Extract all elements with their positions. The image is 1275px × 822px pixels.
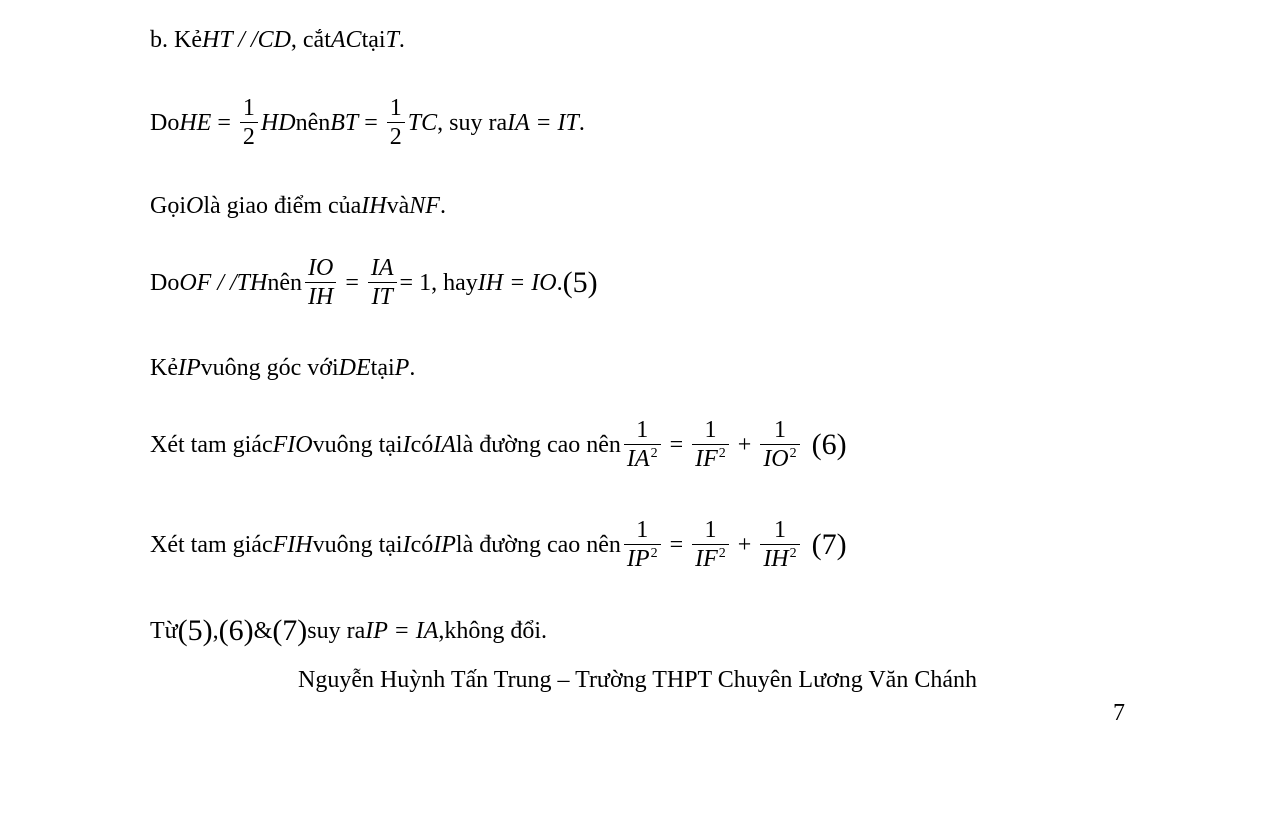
line-equation-5: Do OF / /TH nên $\frac{IO}{IH}$ = $\frac{IA}{IT}$ = 1 , hay IH = IO . (5) [150,255,598,310]
denominator: IT [371,284,393,310]
math: HT / /CD [201,27,291,53]
text: , hay [431,269,478,296]
equation-tag: (6) [811,427,847,461]
equation-tag: (7) [811,527,847,561]
numerator: 1 [773,417,786,443]
text: Do [150,109,180,136]
fraction [760,518,799,571]
text: có [410,431,434,458]
fraction [368,256,397,309]
line-b-statement [150,28,405,52]
math: FIH [272,531,313,558]
fraction [387,96,405,149]
text: và [386,193,410,219]
numerator: IO [308,255,334,281]
equation-ref: (7) [272,614,308,647]
line-conclusion [150,616,547,646]
text: ,không đổi. [438,618,548,644]
text: là giao điểm của [203,193,362,219]
text: Từ [150,618,178,644]
denominator: $IF^2$ [695,446,726,472]
math: IP = IA [365,618,439,644]
numerator: 1 [704,417,717,443]
equation-ref: (6) [218,614,254,647]
math: I [402,531,411,558]
math: IH [361,193,387,219]
denominator: $IP^2$ [626,546,658,572]
numerator: 1 [773,517,786,543]
text: = 1 [399,269,432,296]
math: I [402,431,411,458]
math: AC [330,27,362,53]
math: HD [260,109,296,136]
text: Kẻ [150,355,178,381]
denominator: $IO^2$ [763,446,797,472]
math: TC [407,109,438,136]
numerator: 1 [636,517,649,543]
text: tại [370,355,395,381]
fraction [240,96,258,149]
fraction [760,418,799,471]
text: . [556,269,563,296]
page-footer: Nguyễn Huỳnh Tấn Trung – Trường THPT Chuyên Lương Văn Chánh [297,667,977,693]
math: DE [338,355,371,381]
equation-ref: (5) [177,614,213,647]
text: , suy ra [437,109,508,136]
denominator: 2 [389,124,402,150]
text: nên [267,269,303,296]
denominator: IH [308,284,334,310]
numerator: 1 [389,95,402,121]
denominator: $IH^2$ [763,546,797,572]
math: HE [179,109,212,136]
math: IA [433,431,456,458]
numerator: 1 [636,417,649,443]
page-number: 7 [1113,700,1125,726]
fraction [624,418,661,471]
math: IA = IT [507,109,579,136]
text: là đường cao nên [455,431,621,458]
text: . [398,27,405,53]
text: tại [361,27,386,53]
math: IP [433,531,456,558]
fraction [692,518,729,571]
math: IH = IO [477,269,557,296]
fraction [692,418,729,471]
denominator: $IA^2$ [626,446,658,472]
math: IP [177,355,201,381]
text: . [578,109,585,136]
equation-tag: (5) [562,265,598,299]
numerator: 1 [242,95,255,121]
math: T [385,27,399,53]
math: OF / /TH [179,269,268,296]
math: FIO [272,431,313,458]
fraction [305,256,336,309]
fraction [624,518,661,571]
math: P [394,355,410,381]
numerator: IA [370,255,394,281]
line-equation-7: Xét tam giác FIH vuông tại I có IP là đường cao nên $\frac{1}{IP^2}$ = $\frac{1}{IF^2}$ + $\frac{1}{IH^2}$ (7) [150,517,847,572]
text: Do [150,269,180,296]
text: suy ra [307,618,366,644]
math: BT [330,109,359,136]
text: vuông tại [312,431,403,458]
text: . [439,193,446,219]
text: là đường cao nên [455,531,621,558]
text: . [409,355,416,381]
math: NF [409,193,440,219]
line-define-O [150,194,446,218]
math: O [186,193,204,219]
text: , [212,618,219,644]
text: Xét tam giác [150,431,273,458]
denominator: $IF^2$ [695,546,726,572]
text: b. Kẻ [150,27,202,53]
denominator: 2 [242,124,255,150]
text: Gọi [150,193,186,219]
text: & [253,618,273,644]
line-ratio-statement: Do HE = $\frac{1}{2}$ HD nên BT = $\frac{1}{2}$ TC , suy ra IA = IT . [150,95,585,150]
text: vuông góc với [200,355,339,381]
text: vuông tại [312,531,403,558]
text: có [410,531,434,558]
text: Xét tam giác [150,531,273,558]
numerator: 1 [704,517,717,543]
line-define-P [150,356,415,380]
text: , cắt [290,27,331,53]
text: nên [295,109,331,136]
line-equation-6: Xét tam giác FIO vuông tại I có IA là đường cao nên $\frac{1}{IA^2}$ = $\frac{1}{IF^2}$ + $\frac{1}{IO^2}$ (6) [150,417,847,472]
